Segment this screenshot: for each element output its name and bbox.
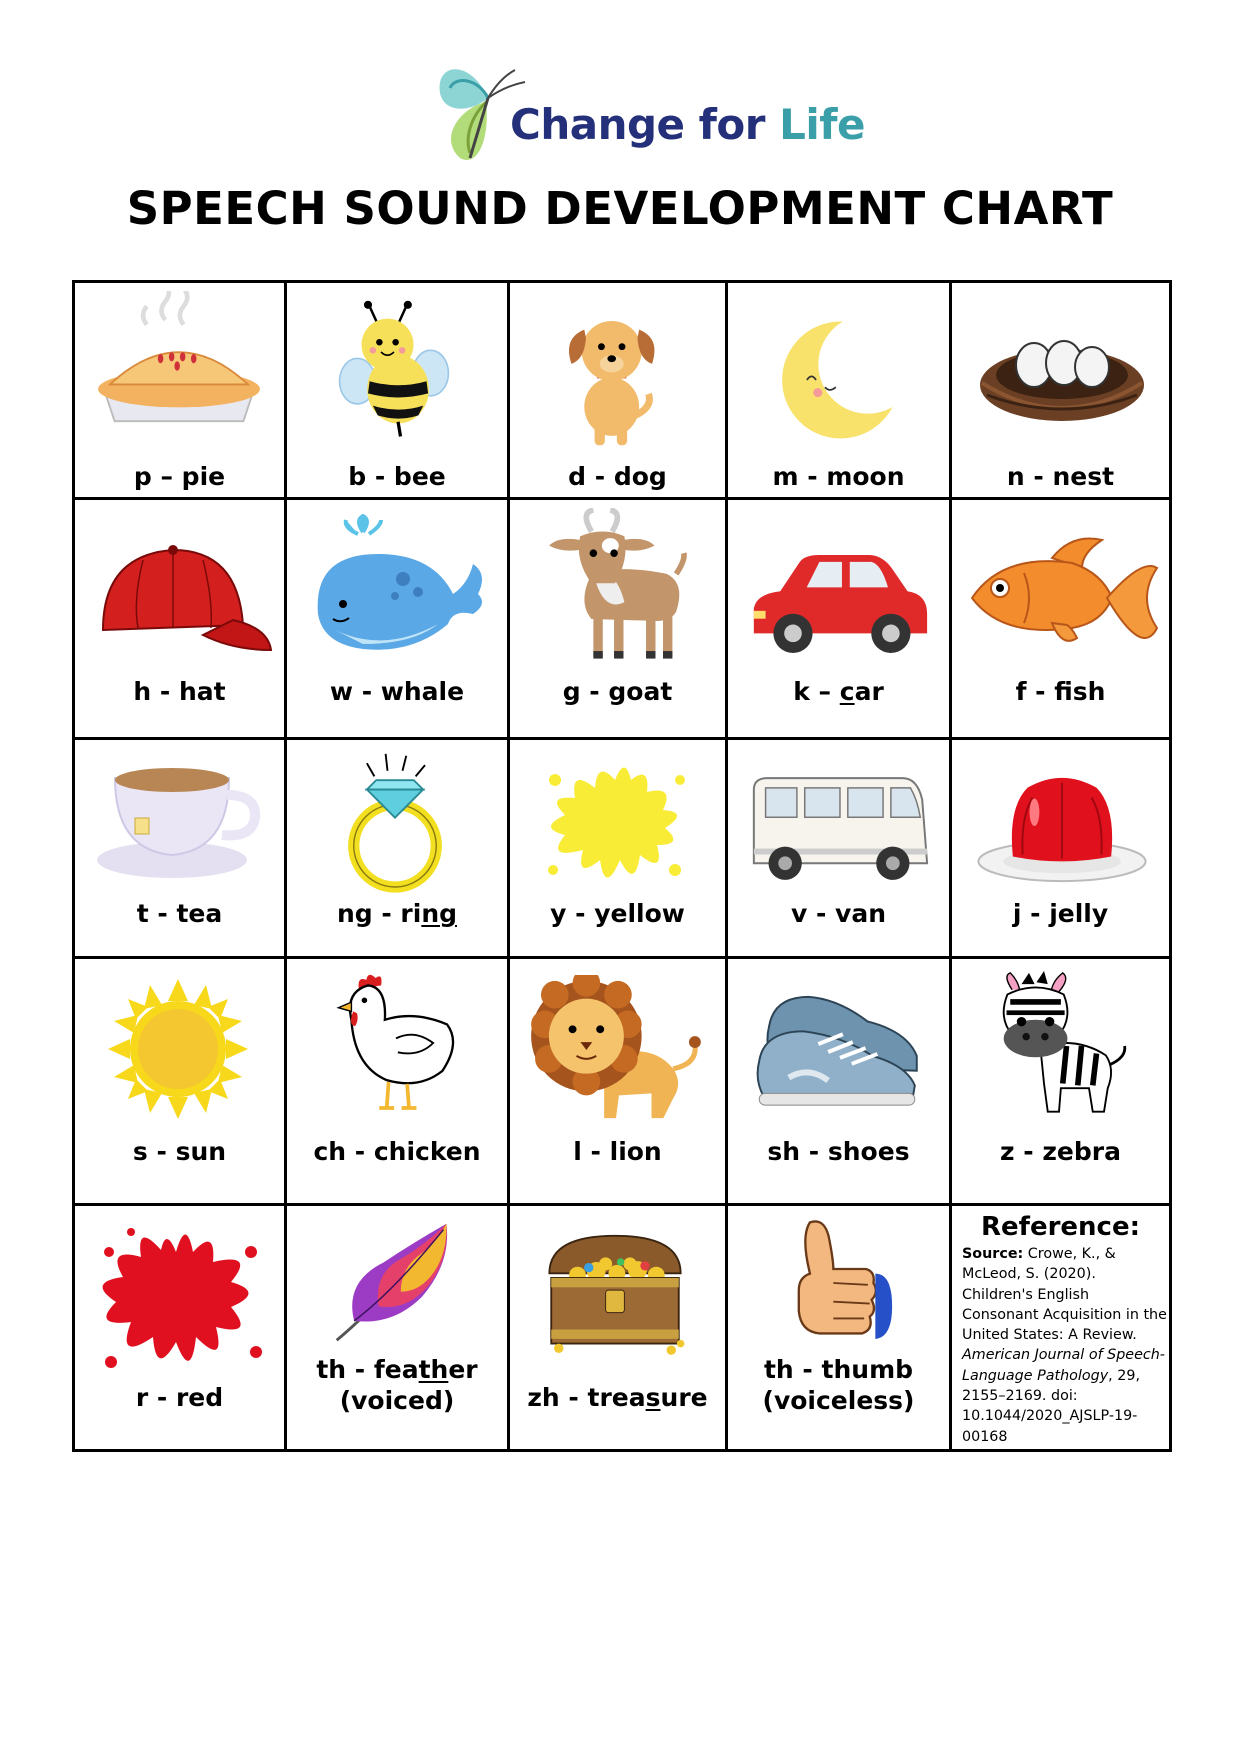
sound-label: v - van	[790, 899, 887, 928]
sound-label: z - zebra	[1000, 1137, 1121, 1166]
goat-icon	[530, 508, 700, 668]
sound-label: j - jelly	[1012, 899, 1109, 928]
sound-card-th-voiced	[287, 1206, 507, 1449]
sound-label: f - fish	[1015, 677, 1106, 706]
zebra-icon	[984, 971, 1134, 1121]
car-icon	[746, 550, 932, 658]
sound-card-p	[75, 283, 284, 497]
yellow-splat-icon	[535, 750, 695, 900]
moon-icon	[764, 317, 904, 443]
reference-box	[962, 1212, 1167, 1447]
van-icon	[746, 770, 932, 888]
tea-icon	[97, 760, 267, 890]
sound-label: g - goat	[562, 677, 673, 706]
sound-label: th - feather	[316, 1355, 478, 1384]
sound-label: s - sun	[132, 1137, 227, 1166]
sound-card-l	[510, 959, 725, 1203]
fish-icon	[962, 528, 1162, 668]
sound-card-sh	[728, 959, 949, 1203]
sound-card-r	[75, 1206, 284, 1449]
sound-card-zh	[510, 1206, 725, 1449]
sound-card-t	[75, 740, 284, 956]
sound-card-k	[728, 500, 949, 737]
sound-card-f	[952, 500, 1169, 737]
sound-label: zh - treasure	[527, 1383, 708, 1412]
sound-label: ch - chicken	[313, 1137, 481, 1166]
reference-heading: Reference:	[980, 1212, 1140, 1242]
bee-icon	[329, 289, 459, 449]
treasure-icon	[540, 1226, 690, 1358]
sound-label: b - bee	[348, 462, 446, 491]
sound-label: w - whale	[329, 677, 465, 706]
jelly-icon	[972, 768, 1152, 886]
logo-text: Change for Life	[510, 100, 866, 149]
shoes-icon	[748, 987, 928, 1115]
sound-label-note: (voiced)	[339, 1386, 455, 1415]
sun-icon	[108, 979, 248, 1119]
sound-label: n - nest	[1006, 462, 1115, 491]
sound-label: th - thumb	[763, 1355, 914, 1384]
ring-icon	[335, 752, 455, 902]
sound-card-ch	[287, 959, 507, 1203]
nest-icon	[972, 323, 1152, 433]
whale-icon	[303, 514, 493, 664]
sound-card-y	[510, 740, 725, 956]
sound-label: t - tea	[136, 899, 223, 928]
sound-label: sh - shoes	[767, 1137, 910, 1166]
sound-card-g	[510, 500, 725, 737]
feather-icon	[323, 1214, 463, 1350]
pie-icon	[87, 291, 271, 441]
sound-card-h	[75, 500, 284, 737]
red-splat-icon	[91, 1212, 271, 1382]
reference-citation: Source: Crowe, K., & McLeod, S. (2020). Children's English Consonant Acquisition in the United States: A Review. American Journal of Speech-Language Pathology, 29, 2155–2169. doi: 10.1044/2020_AJSLP-19-00168	[962, 1246, 1167, 1445]
sound-label-note: (voiceless)	[762, 1386, 915, 1415]
sound-card-b	[287, 283, 507, 497]
sound-card-ng	[287, 740, 507, 956]
sound-label: p – pie	[133, 462, 226, 491]
sound-card-s	[75, 959, 284, 1203]
sound-card-w	[287, 500, 507, 737]
sound-label: y - yellow	[550, 899, 685, 928]
sound-card-n	[952, 283, 1169, 497]
sound-card-m	[728, 283, 949, 497]
page-title: SPEECH SOUND DEVELOPMENT CHART	[126, 182, 1114, 235]
hat-icon	[93, 540, 273, 660]
chicken-icon	[331, 967, 461, 1119]
sound-card-j	[952, 740, 1169, 956]
logo	[430, 58, 866, 168]
sound-label: h - hat	[133, 677, 226, 706]
sound-card-z	[952, 959, 1169, 1203]
sound-label: m - moon	[772, 462, 905, 491]
sound-card-d	[510, 283, 725, 497]
thumb-icon	[782, 1216, 894, 1350]
sound-label: d - dog	[568, 462, 667, 491]
lion-icon	[524, 975, 704, 1123]
sound-label: k – car	[793, 677, 884, 706]
sound-label: ng - ring	[336, 899, 458, 928]
sound-card-v	[728, 740, 949, 956]
sound-label: r - red	[135, 1383, 224, 1412]
sound-label: l - lion	[573, 1137, 662, 1166]
sound-card-th-voiceless	[728, 1206, 949, 1449]
dog-icon	[550, 311, 670, 451]
